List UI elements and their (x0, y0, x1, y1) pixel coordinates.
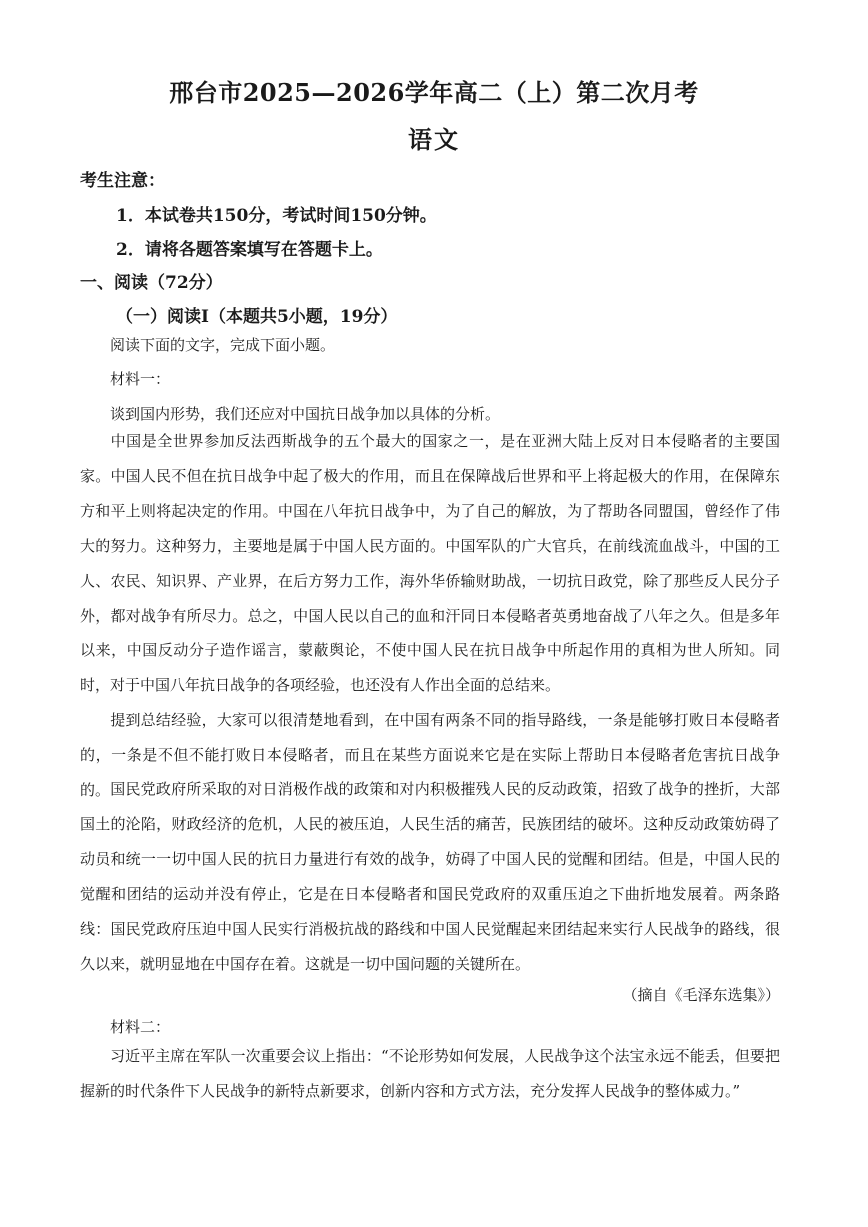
subject-title: 语文 (408, 125, 460, 154)
paragraph-text: 习近平主席在军队一次重要会议上指出：“不论形势如何发展，人民战争这个法宝永远不能丢，但要把握新的时代条件下人民战争的新特点新要求，创新内容和方式方法，充分发挥人民战争的整体威力。” (80, 1047, 780, 1100)
notice-item-2: 2．请将各题答案填写在答题卡上。 (116, 240, 383, 260)
notice-heading: 考生注意： (80, 171, 165, 191)
exam-title: 邢台市2025—2026学年高二（上）第二次月考 (169, 78, 699, 107)
paragraph-text: 中国是全世界参加反法西斯战争的五个最大的国家之一，是在亚洲大陆上反对日本侵略者的主要国家。中国人民不但在抗日战争中起了极大的作用，而且在保障战后世界和平上将起极大的作用，在保障东方和平上则将起决定的作用。中国在八年抗日战争中，为了自己的解放，为了帮助各同盟国，曾经作了伟大的努力。这种努力，主要地是属于中国人民方面的。中国军队的广大官兵，在前线流血战斗，中国的工人、农民、知识界、产业界，在后方努力工作，海外华侨输财助战，一切抗日政党，除了那些反人民分子外，都对战争有所尽力。总之，中国人民以自己的血和汗同日本侵略者英勇地奋战了八年之久。但是多年以来，中国反动分子造作谣言，蒙蔽舆论，不使中国人民在抗日战争中所起作用的真相为世人所知。同时，对于中国八年抗日战争的各项经验，也还没有人作出全面的总结来。 (80, 432, 780, 695)
paragraph-text: 提到总结经验，大家可以很清楚地看到，在中国有两条不同的指导路线，一条是能够打败日本侵略者的，一条是不但不能打败日本侵略者，而且在某些方面说来它是在实际上帮助日本侵略者危害抗日战争的。 (80, 711, 780, 799)
section-heading: 一、阅读（72分） (80, 273, 223, 293)
material1-source: （摘自《毛泽东选集》） (622, 986, 780, 1004)
material1-paragraph-1: 谈到国内形势，我们还应对中国抗日战争加以具体的分析。 (110, 405, 501, 423)
paragraph-text: 国民党政府所采取的对日消极作战的政策和对内积极摧残人民的反动政策，招致了战争的挫折，大部国土的沦陷，财政经济的危机，人民的被压迫，人民生活的痛苦，民族团结的破坏。这种反动政策妨碍了动员和统一一切中国人民的抗日力量进行有效的战争，妨碍了中国人民的觉醒和团结。但是，中国人民的觉醒和团结的运动并没有停止，它是在日本侵略者和国民党政府的双重压迫之下曲折地发展着。两条路线：国民党政府压迫中国人民实行消极抗战的路线和中国人民觉醒起来团结起来实行人民战争的路线，很久以来，就明显地在中国存在着。这就是一切中国问题的关键所在。 (80, 780, 780, 973)
material1-paragraph-4 (80, 772, 780, 981)
notice-item-1: 1．本试卷共150分，考试时间150分钟。 (116, 206, 437, 226)
material2-label: 材料二： (110, 1018, 171, 1036)
material1-paragraph-2 (80, 424, 780, 703)
material2-paragraph-1 (80, 1039, 780, 1109)
section-subheading: （一）阅读Ⅰ（本题共5小题，19分） (116, 307, 398, 327)
instruction-text: 阅读下面的文字，完成下面小题。 (110, 336, 336, 354)
material1-label: 材料一： (110, 370, 171, 388)
